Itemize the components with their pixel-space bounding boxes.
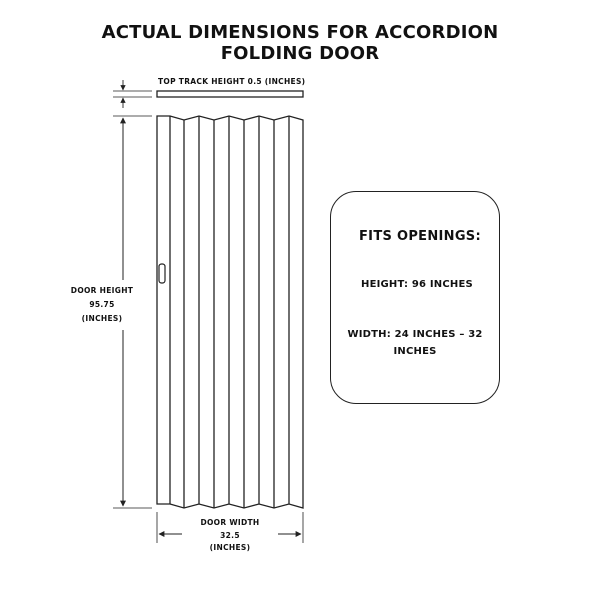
door-width-title: DOOR WIDTH xyxy=(200,518,260,527)
door-handle xyxy=(159,264,165,283)
door-width-label xyxy=(180,517,280,555)
title-line-2: FOLDING DOOR xyxy=(220,43,380,64)
door-height-title: DOOR HEIGHT xyxy=(70,286,134,295)
door-height-unit: (INCHES) xyxy=(81,314,123,323)
door-height-label xyxy=(70,284,134,326)
door-width-value: 32.5 xyxy=(220,530,240,540)
door-height-value: 95.75 xyxy=(89,300,115,309)
fits-width-line-1: WIDTH: 24 INCHES – 32 xyxy=(347,329,483,340)
accordion-door xyxy=(157,116,303,508)
fits-openings-box xyxy=(330,191,500,404)
door-width-unit: (INCHES) xyxy=(209,543,251,552)
fits-width-text xyxy=(331,326,499,360)
track-height-dimension xyxy=(113,80,152,108)
top-track xyxy=(157,91,303,97)
fits-height-text: HEIGHT: 96 INCHES xyxy=(361,279,473,290)
top-track-height-label: TOP TRACK HEIGHT 0.5 (INCHES) xyxy=(158,77,306,86)
fits-width-line-2: INCHES xyxy=(393,346,437,357)
title-line-1: ACTUAL DIMENSIONS FOR ACCORDION xyxy=(101,22,499,43)
fits-openings-title: FITS OPENINGS: xyxy=(359,229,481,244)
